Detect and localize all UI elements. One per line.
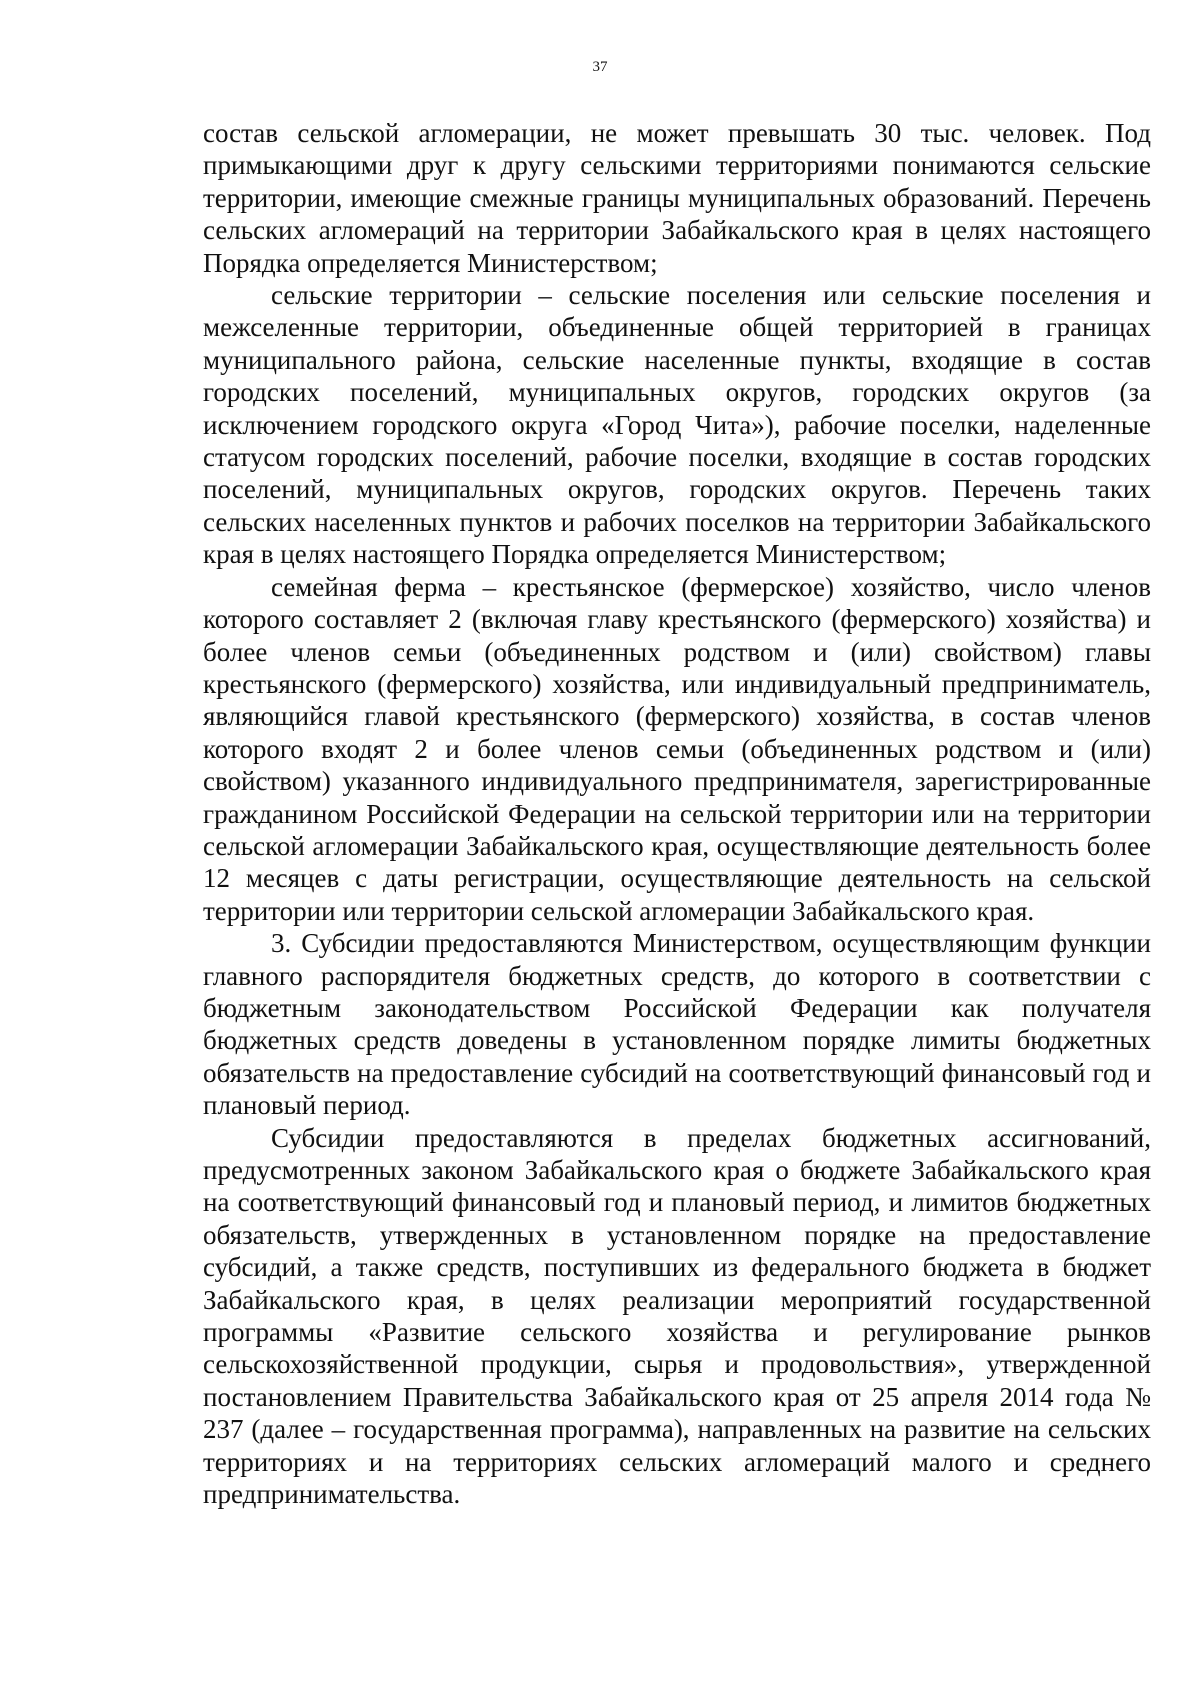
paragraph-subsidies-budget: Субсидии предоставляются в пределах бюджетных ассигнований, предусмотренных законом Забайкальского края о бюджете Забайкальского края на соответствующий финансовый год и плановый период, и лимитов бюджетных обязательств, утвержденных в установленном порядке на предоставление субсидий, а также средств, поступивших из федерального бюджета в бюджет Забайкальского края, в целях реализации мероприятий государственной программы «Развитие сельского хозяйства и регулирование рынков сельскохозяйственной продукции, сырья и продовольствия», утвержденной постановлением Правительства Забайкальского края от 25 апреля 2014 года № 237 (далее – государственная программа), направленных на развитие на сельских территориях и на территориях сельских агломераций малого и среднего предпринимательства. [203,1122,1151,1510]
paragraph-rural-territories: сельские территории – сельские поселения или сельские поселения и межселенные территории, объединенные общей территорией в границах муниципального района, сельские населенные пункты, входящие в состав городских поселений, муниципальных округов, городских округов (за исключением городского округа «Город Чита»), рабочие поселки, наделенные статусом городских поселений, рабочие поселки, входящие в состав городских поселений, муниципальных округов, городских округов. Перечень таких сельских населенных пунктов и рабочих поселков на территории Забайкальского края в целях настоящего Порядка определяется Министерством; [203,280,1151,570]
paragraph-rural-agglomeration: состав сельской агломерации, не может превышать 30 тыс. человек. Под примыкающими друг к другу сельскими территориями понимаются сельские территории, имеющие смежные границы муниципальных образований. Перечень сельских агломераций на территории Забайкальского края в целях настоящего Порядка определяется Министерством; [203,118,1151,278]
paragraph-family-farm: семейная ферма – крестьянское (фермерское) хозяйство, число членов которого составляет 2 (включая главу крестьянского (фермерского) хозяйства) и более членов семьи (объединенных родством и (или) свойством) главы крестьянского (фермерского) хозяйства, или индивидуальный предприниматель, являющийся главой крестьянского (фермерского) хозяйства, в состав членов которого входят 2 и более членов семьи (объединенных родством и (или) свойством) указанного индивидуального предпринимателя, зарегистрированные гражданином Российской Федерации на сельской территории или на территории сельской агломерации Забайкальского края, осуществляющие деятельность более 12 месяцев с даты регистрации, осуществляющие деятельность на сельской территории или территории сельской агломерации Забайкальского края. [203,571,1151,926]
paragraph-item-3-subsidies: 3. Субсидии предоставляются Министерством, осуществляющим функции главного распорядителя бюджетных средств, до которого в соответствии с бюджетным законодательством Российской Федерации как получателя бюджетных средств доведены в установленном порядке лимиты бюджетных обязательств на предоставление субсидий на соответствующий финансовый год и плановый период. [203,928,1151,1121]
document-body [203,117,1151,1510]
page-number: 37 [592,59,608,75]
